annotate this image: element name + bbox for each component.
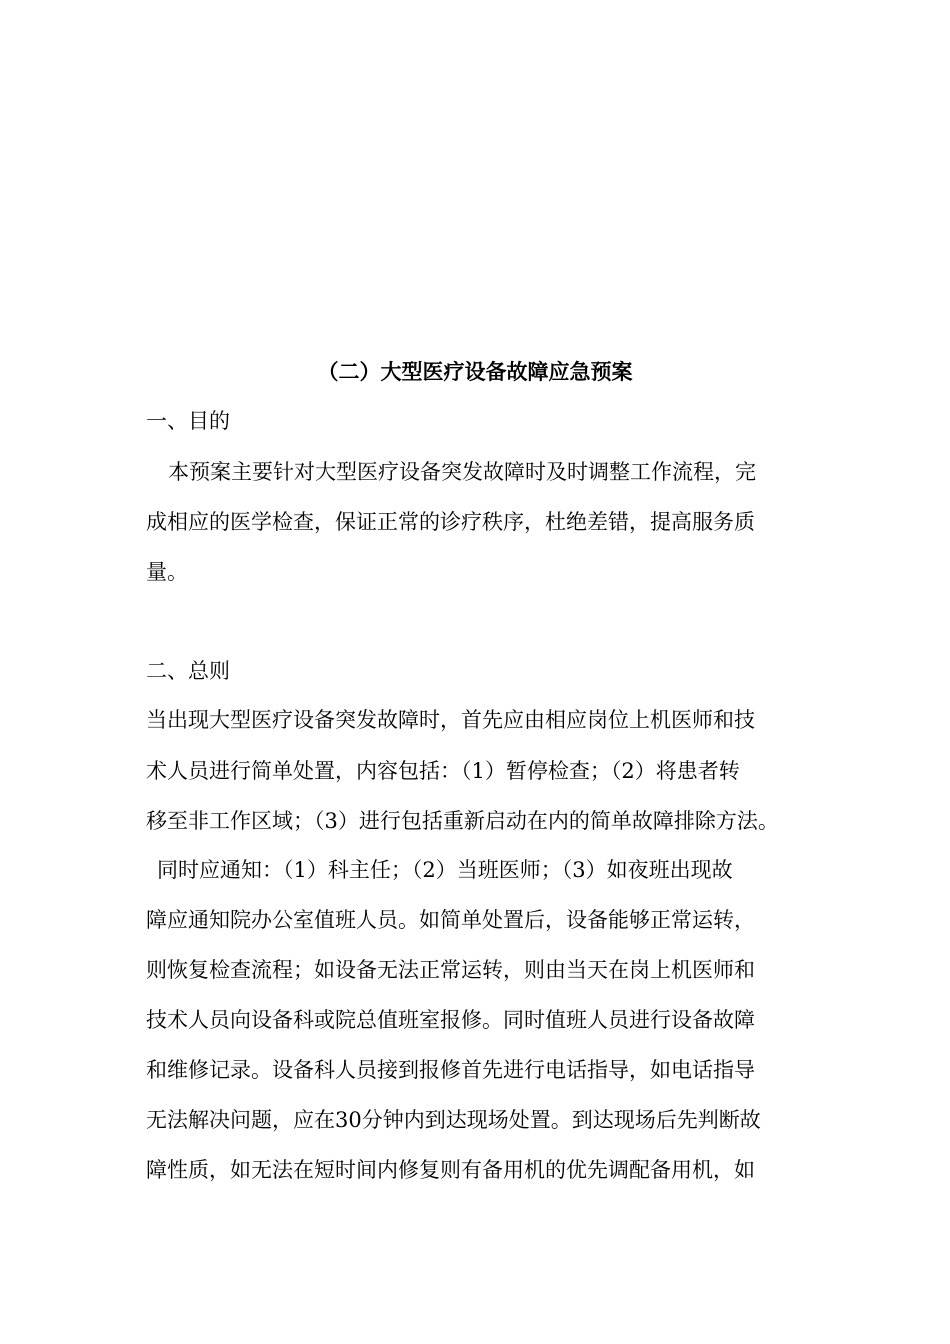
- paragraph-line: 和维修记录。设备科人员接到报修首先进行电话指导，如电话指导: [146, 1058, 755, 1082]
- paragraph-line: 无法解决问题，应在30分钟内到达现场处置。到达现场后先判断故: [146, 1108, 761, 1132]
- section-heading-purpose: 一、目的: [146, 409, 230, 433]
- paragraph-line: 障性质，如无法在短时间内修复则有备用机的优先调配备用机，如: [146, 1158, 755, 1182]
- paragraph-line: 术人员进行简单处置，内容包括：（1）暂停检查；（2）将患者转: [146, 759, 740, 783]
- paragraph-line: 则恢复检查流程；如设备无法正常运转，则由当天在岗上机医师和: [146, 958, 755, 982]
- paragraph-line: 同时应通知：（1）科主任；（2）当班医师；（3）如夜班出现故: [157, 858, 733, 882]
- section-heading-general: 二、总则: [146, 659, 230, 683]
- paragraph-line: 当出现大型医疗设备突发故障时，首先应由相应岗位上机医师和技: [146, 708, 755, 732]
- document-title: （二）大型医疗设备故障应急预案: [317, 359, 633, 384]
- paragraph-line: 本预案主要针对大型医疗设备突发故障时及时调整工作流程，完: [168, 460, 756, 484]
- paragraph-line: 障应通知院办公室值班人员。如简单处置后，设备能够正常运转，: [146, 908, 755, 932]
- paragraph-line: 移至非工作区域；（3）进行包括重新启动在内的简单故障排除方法。: [146, 809, 779, 833]
- paragraph-line: 成相应的医学检查，保证正常的诊疗秩序，杜绝差错，提高服务质: [146, 510, 755, 534]
- paragraph-line: 量。: [146, 560, 188, 584]
- paragraph-line: 技术人员向设备科或院总值班室报修。同时值班人员进行设备故障: [146, 1008, 755, 1032]
